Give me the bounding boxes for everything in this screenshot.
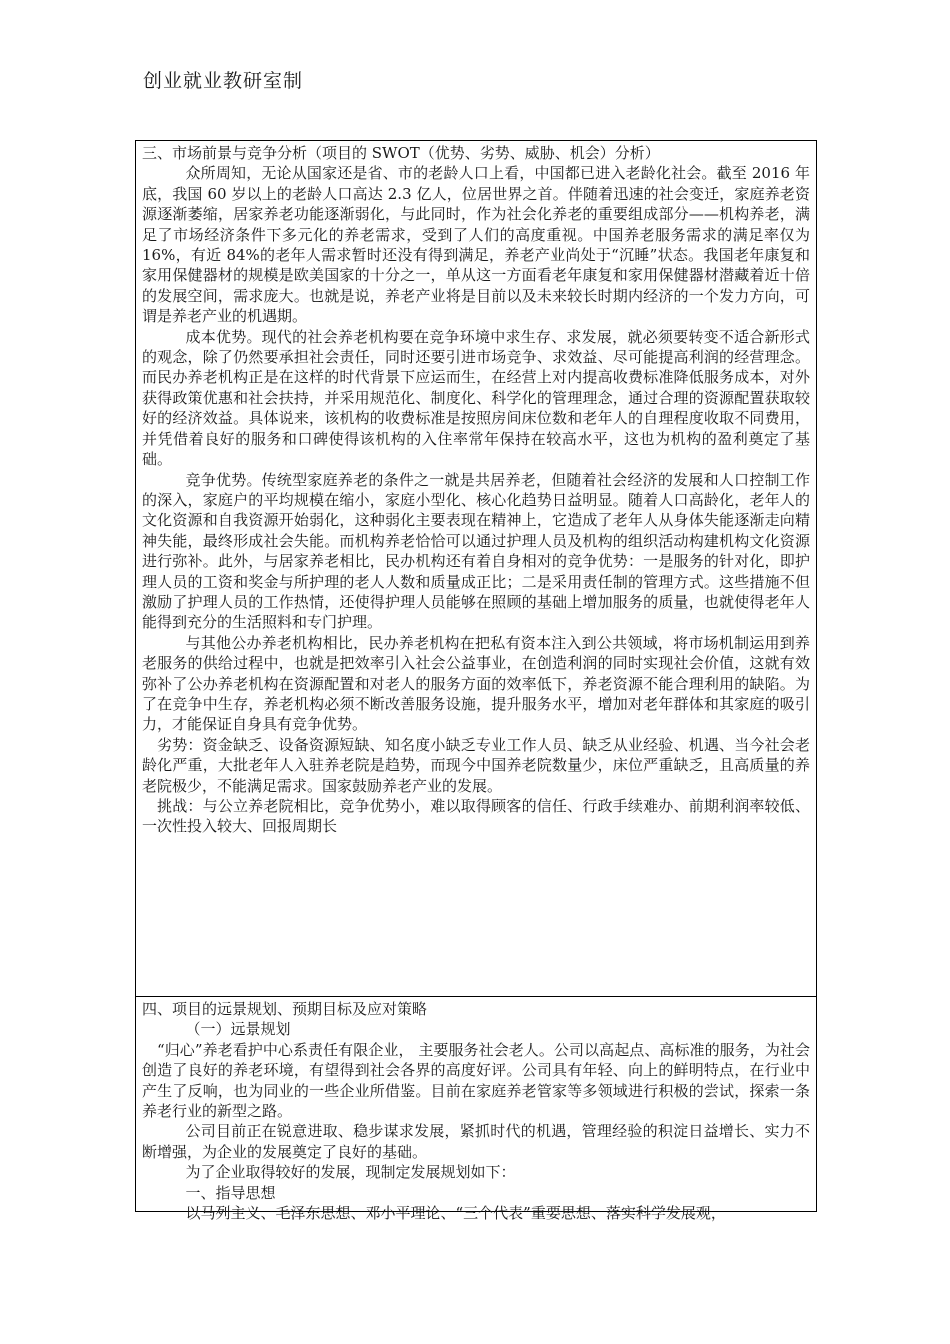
paragraph: 公司目前正在锐意进取、稳步谋求发展，紧抓时代的机遇，管理经验的积淀日益增长、实力不断增强，为企业的发展奠定了良好的基础。 xyxy=(142,1122,810,1161)
paragraph: 挑战：与公立养老院相比，竞争优势小，难以取得顾客的信任、行政手续难办、前期利润率较低、一次性投入较大、回报周期长 xyxy=(142,797,810,836)
paragraph: 一、指导思想 xyxy=(185,1183,276,1202)
paragraph: 竞争优势。传统型家庭养老的条件之一就是共居养老，但随着社会经济的发展和人口控制工作的深入，家庭户的平均规模在缩小，家庭小型化、核心化趋势日益明显。随着人口高龄化，老年人的文化资源和自我资源开始弱化，这种弱化主要表现在精神上，它造成了老年人从身体失能逐渐走向精神失能，最终形成社会失能。而机构养老恰恰可以通过护理人员及机构的组织活动构建机构文化资源进行弥补。此外，与居家养老相比，民办机构还有着自身相对的竞争优势：一是服务的针对化，即护理人员的工资和奖金与所护理的老人人数和质量成正比；二是采用责任制的管理方式。这些措施不但激励了护理人员的工作热情，还使得护理人员能够在照顾的基础上增加服务的质量，也就使得老年人能得到充分的生活照料和专门护理。 xyxy=(142,470,810,632)
form-table xyxy=(135,140,817,1223)
section-title: 四、项目的远景规划、预期目标及应对策略 xyxy=(142,1000,428,1018)
paragraph: 与其他公办养老机构相比，民办养老机构在把私有资本注入到公共领域，将市场机制运用到养老服务的供给过程中，也就是把效率引入社会公益事业，在创造利润的同时实现社会价值，这就有效弥补了公办养老机构在资源配置和对老人的服务方面的效率低下，养老资源不能合理利用的缺陷。为了在竞争中生存，养老机构必须不断改善服务设施，提升服务水平，增加对老年群体和其家庭的吸引力，才能保证自身具有竞争优势。 xyxy=(142,633,810,734)
vision-plan-cell xyxy=(136,997,816,1223)
section-title: 三、市场前景与竞争分析（项目的 SWOT（优势、劣势、威胁、机会）分析） xyxy=(142,144,660,162)
paragraph: 为了企业取得较好的发展，现制定发展规划如下： xyxy=(185,1163,516,1182)
paragraph: 成本优势。现代的社会养老机构要在竞争环境中求生存、求发展，就必须要转变不适合新形式的观念，除了仍然要承担社会责任，同时还要引进市场竞争、求效益、尽可能提高利润的经营理念。而民办养老机构正是在这样的时代背景下应运而生，在经营上对内提高收费标准降低服务成本，对外获得政策优惠和社会扶持，并采用规范化、制度化、科学化的管理理念，通过合理的资源配置获取较好的经济效益。具体说来，该机构的收费标准是按照房间床位数和老年人的自理程度收取不同费用，并凭借着良好的服务和口碑使得该机构的入住率常年保持在较高水平，这也为机构的盈利奠定了基础。 xyxy=(142,327,810,469)
page-header: 创业就业教研室制 xyxy=(143,70,304,92)
paragraph: 劣势：资金缺乏、设备资源短缺、知名度小缺乏专业工作人员、缺乏从业经验、机遇、当今社会老龄化严重，大批老年人入驻养老院是趋势，而现今中国养老院数量少，床位严重缺乏，且高质量的养老院极少，不能满足需求。国家鼓励养老产业的发展。 xyxy=(142,735,810,795)
paragraph: “归心”养老看护中心系责任有限企业， 主要服务社会老人。公司以高起点、高标准的服务，为社会创造了良好的养老环境，有望得到社会各界的高度好评。公司具有年轻、向上的鲜明特点，在行业中产生了反响，也为同业的一些企业所借鉴。目前在家庭养老管家等多领域进行积极的尝试，探索一条养老行业的新型之路。 xyxy=(142,1040,810,1121)
market-analysis-cell xyxy=(136,141,816,997)
paragraph: 众所周知，无论从国家还是省、市的老龄人口上看，中国都已进入老龄化社会。截至 2016 年底，我国 60 岁以上的老龄人口高达 2.3 亿人，位居世界之首。伴随着迅速的社会变迁，家庭养老资源逐渐萎缩，居家养老功能逐渐弱化，与此同时，作为社会化养老的重要组成部分——机构养老，满足了市场经济条件下多元化的养老需求，受到了人们的高度重视。中国养老服务需求的满足率仅为 16%，有近 84%的老年人需求暂时还没有得到满足，养老产业尚处于“沉睡”状态。我国老年康复和家用保健器材的规模是欧美国家的十分之一，单从这一方面看老年康复和家用保健器材潜藏着近十倍的发展空间，需求庞大。也就是说，养老产业将是目前以及未来较长时期内经济的一个发力方向，可谓是养老产业的机遇期。 xyxy=(142,164,810,326)
subsection-title: （一）远景规划 xyxy=(185,1020,291,1039)
paragraph: 以马列主义、毛泽东思想、邓小平理论、“三个代表”重要思想、落实科学发展观， xyxy=(185,1204,726,1223)
